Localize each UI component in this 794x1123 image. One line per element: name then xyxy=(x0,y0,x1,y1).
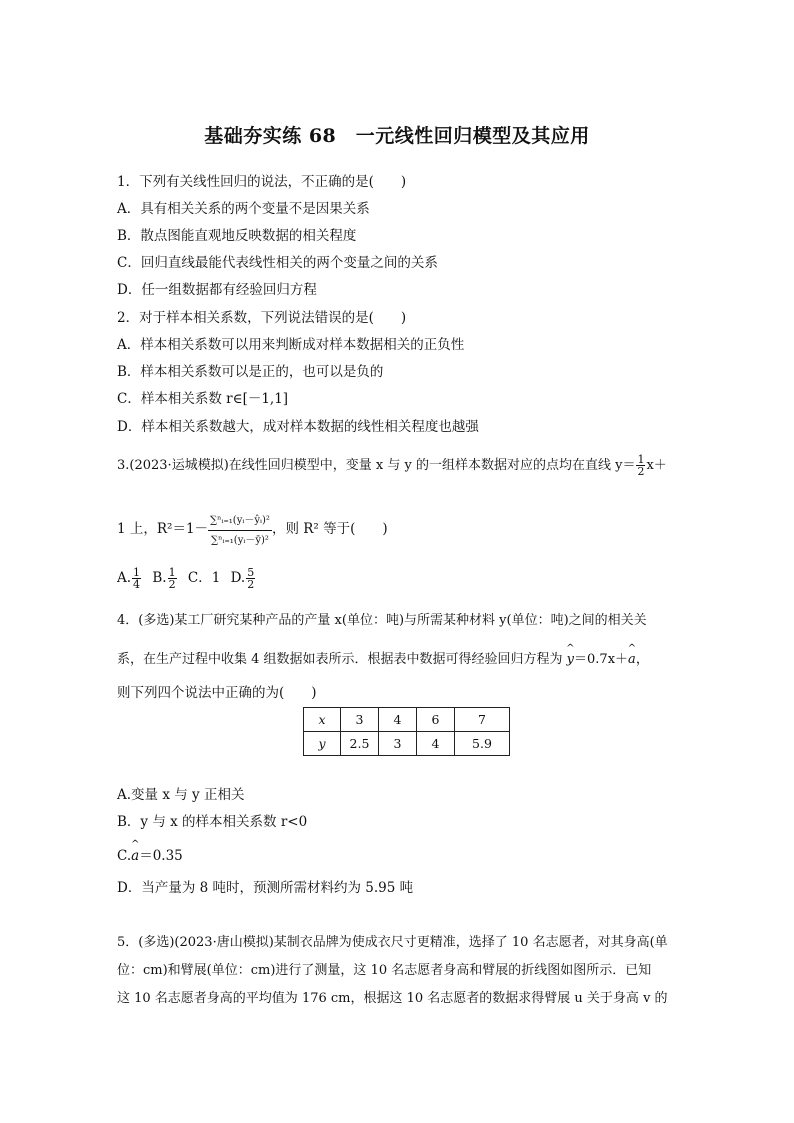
q4-option-c-label: C. xyxy=(117,848,132,864)
q4-option-b: B．y 与 x 的样本相关系数 r<0 xyxy=(117,814,308,830)
q4-stem-line1: 4．(多选)某工厂研究某种产品的产量 x(单位：吨)与所需某种材料 y(单位：吨)之间的相关关 xyxy=(117,613,647,628)
q5-stem-line2: 位：cm)和臂展(单位：cm)进行了测量，这 10 名志愿者身高和臂展的折线图如图所示．已知 xyxy=(117,963,652,978)
table-cell: 3 xyxy=(341,708,379,732)
table-cell: 6 xyxy=(417,708,455,732)
q4-line2-equation: ＝0.7x＋ xyxy=(574,652,629,667)
table-cell: 3 xyxy=(379,732,417,756)
q2-option-a: A．样本相关系数可以用来判断成对样本数据相关的正负性 xyxy=(117,337,465,353)
table-row xyxy=(304,708,510,732)
table-cell: 4 xyxy=(379,708,417,732)
q3-line2-end: ，则 R² 等于( ) xyxy=(271,521,388,537)
q3-line2-start: 1 上，R²＝1－ xyxy=(117,521,209,537)
q2-option-d: D．样本相关系数越大，成对样本数据的线性相关程度也越强 xyxy=(117,419,479,435)
q4-line2-comma: ， xyxy=(635,652,649,667)
q4-data-table xyxy=(303,707,510,756)
q4-option-a: A.变量 x 与 y 正相关 xyxy=(117,787,245,803)
q1-option-a: A．具有相关关系的两个变量不是因果关系 xyxy=(117,201,370,217)
q4-option-d: D．当产量为 8 吨时，预测所需材料约为 5.95 吨 xyxy=(117,880,414,896)
q3-r2-formula-line xyxy=(117,512,388,547)
page-title: 基础夯实练 68 一元线性回归模型及其应用 xyxy=(204,125,590,147)
q3-stem-text-end: x＋ xyxy=(646,458,667,473)
q1-stem: 1．下列有关线性回归的说法，不正确的是( ) xyxy=(117,174,407,190)
q5-stem-line3: 这 10 名志愿者身高的平均值为 176 cm，根据这 10 名志愿者的数据求得臂展 u 关于身高 v 的 xyxy=(117,991,668,1006)
q2-stem: 2．对于样本相关系数，下列说法错误的是( ) xyxy=(117,310,407,326)
q3-option-b-fraction: $\frac{1}{2}$ xyxy=(168,566,176,591)
q1-option-d: D．任一组数据都有经验回归方程 xyxy=(117,282,317,298)
table-cell: 7 xyxy=(455,708,510,732)
q3-options xyxy=(117,567,256,590)
table-cell: 4 xyxy=(417,732,455,756)
q3-stem-text: 3.(2023·运城模拟)在线性回归模型中，变量 x 与 y 的一组样本数据对应的点均在直线 y＝ xyxy=(117,458,636,473)
q4-option-c-value: ＝0.35 xyxy=(139,848,183,864)
r2-formula-fraction xyxy=(208,512,272,547)
q4-stem-line2 xyxy=(117,651,649,669)
q3-option-b-label: B. xyxy=(152,570,167,586)
table-header-x: x xyxy=(304,708,341,732)
r2-numerator: ∑ⁿᵢ₌₁(yᵢ－ŷᵢ)² xyxy=(208,512,272,531)
q4-line2-text: 系，在生产过程中收集 4 组数据如表所示．根据表中数据可得经验回归方程为 xyxy=(117,652,567,667)
q3-option-d-label: D. xyxy=(230,570,246,586)
y-hat-symbol: ^ y xyxy=(567,651,574,669)
table-row xyxy=(304,732,510,756)
q3-stem xyxy=(117,454,667,477)
table-cell: 5.9 xyxy=(455,732,510,756)
r2-denominator: ∑ⁿᵢ₌₁(yᵢ－ȳ)² xyxy=(211,535,269,546)
q3-line-slope-fraction: $\frac{1}{2}$ xyxy=(637,453,645,478)
q4-option-c xyxy=(117,847,183,865)
q1-option-b: B．散点图能直观地反映数据的相关程度 xyxy=(117,228,357,244)
q3-option-a-label: A. xyxy=(117,570,132,586)
table-header-y: y xyxy=(304,732,341,756)
q1-option-c: C．回归直线最能代表线性相关的两个变量之间的关系 xyxy=(117,255,438,271)
a-hat-symbol: ^ a xyxy=(131,847,139,865)
q3-option-a-fraction: $\frac{1}{4}$ xyxy=(133,566,141,591)
q5-stem-line1: 5．(多选)(2023·唐山模拟)某制衣品牌为使成衣尺寸更精准，选择了 10 名志愿者，对其身高(单 xyxy=(117,935,668,950)
q2-option-c: C．样本相关系数 r∈[－1,1] xyxy=(117,391,289,407)
q3-option-d-fraction: $\frac{5}{2}$ xyxy=(247,566,255,591)
q4-stem-line3: 则下列四个说法中正确的为( ) xyxy=(117,685,317,701)
q2-option-b: B．样本相关系数可以是正的，也可以是负的 xyxy=(117,364,384,380)
table-cell: 2.5 xyxy=(341,732,379,756)
q3-option-c: C．1 xyxy=(187,570,221,586)
a-hat-symbol: ^ a xyxy=(628,651,636,669)
